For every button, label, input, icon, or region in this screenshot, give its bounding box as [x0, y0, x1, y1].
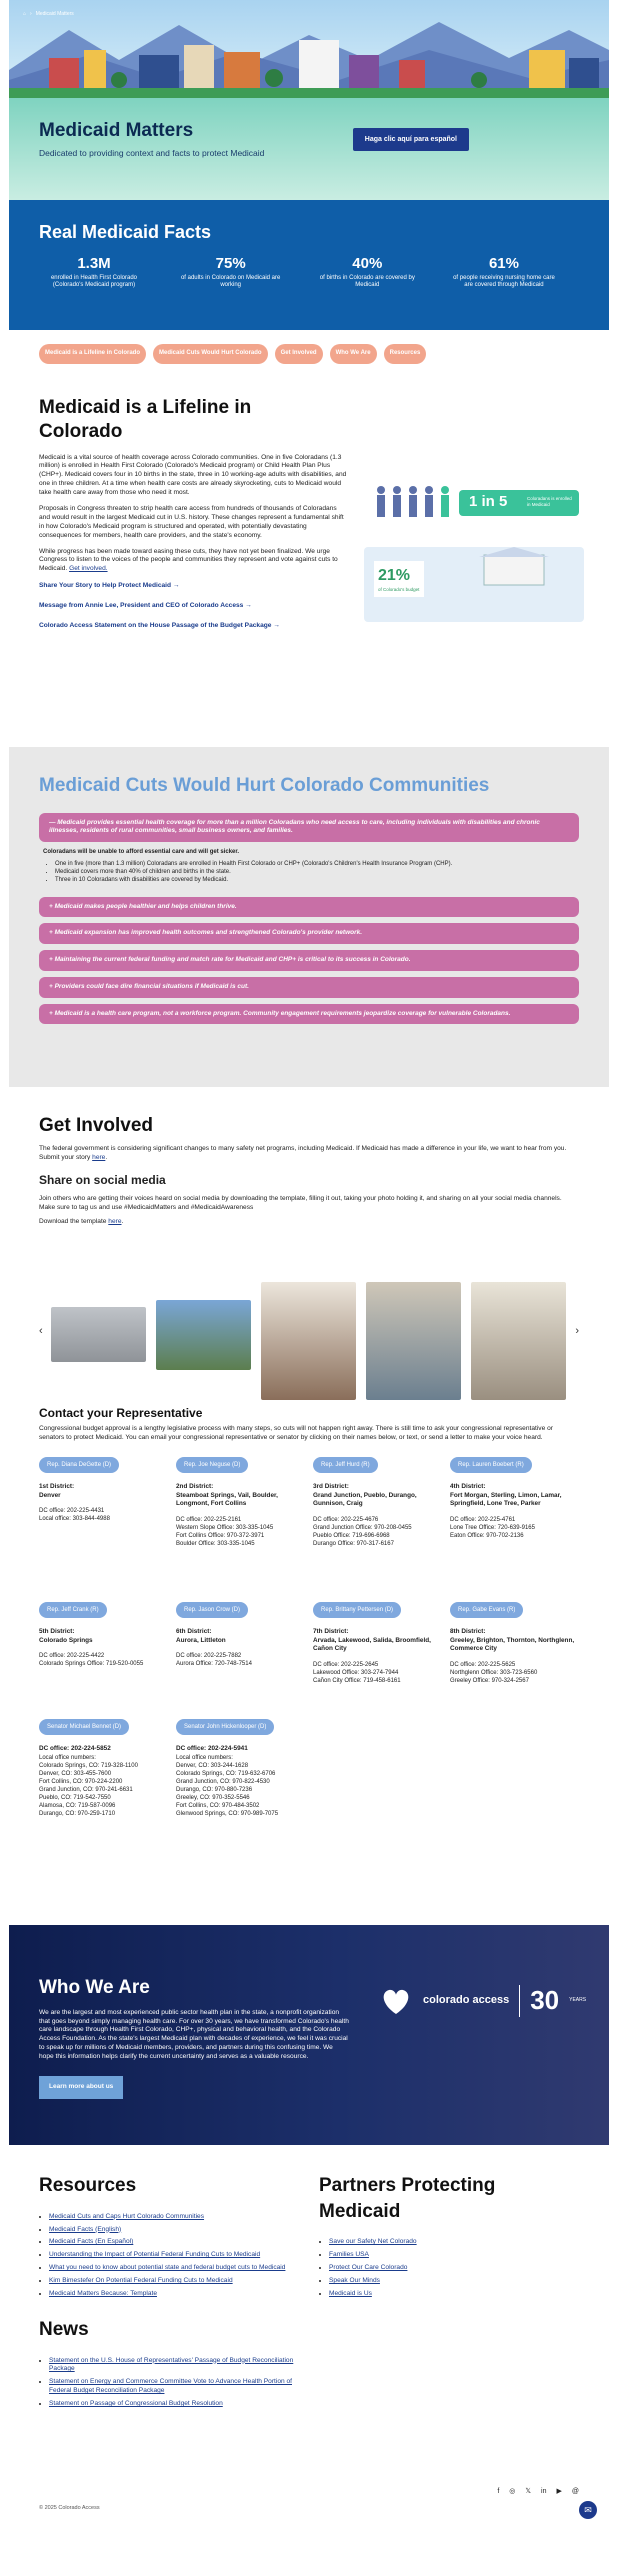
rep-card: Senator John Hickenlooper (D) DC office: 202-224-5941 Local office numbers: Denver, CO: 303-244-1628 Colorado Springs, CO: 719-632-6706 Grand Junction, CO: 970-822-4530 Durango, CO: 970-880-7236 Greeley, CO: 970-352-5546 Fort Collins, CO: 970-484-3502 Glenwood Springs, CO: 970-989-7075: [176, 1719, 304, 1818]
rep-link[interactable]: Rep. Jason Crow (D): [176, 1602, 248, 1618]
tab-cuts[interactable]: Medicaid Cuts Would Hurt Colorado: [153, 344, 268, 364]
rep-link[interactable]: Senator Michael Bennet (D): [39, 1719, 129, 1735]
colorado-access-logo: colorado access 30 YEARS: [379, 1983, 586, 2018]
reps-title: Contact your Representative: [39, 1406, 203, 1420]
x-icon[interactable]: 𝕏: [525, 2488, 532, 2495]
resources-title: Resources: [39, 2175, 137, 2196]
carousel-photo: [156, 1300, 251, 1370]
learn-more-button[interactable]: Learn more about us: [39, 2076, 123, 2099]
rep-card: Rep. Joe Neguse (D) 2nd District: Steamboat Springs, Vail, Boulder, Longmont, Fort Collins DC office: 202-225-2161 Western Slope Office: 303-335-1045 Fort Collins Office: 970-372-3971 Boulder Office: 303-335-1045: [176, 1457, 304, 1548]
linkedin-icon[interactable]: in: [541, 2488, 547, 2495]
download-template-link[interactable]: here: [108, 1218, 122, 1226]
rep-card: Rep. Lauren Boebert (R) 4th District: Fort Morgan, Sterling, Limon, Lamar, Springfield, Lone Tree, Parker DC office: 202-225-4761 Lone Tree Office: 720-639-9165 Eaton Office: 970-702-2136: [450, 1457, 578, 1540]
resource-link[interactable]: Medicaid Cuts and Caps Hurt Colorado Communities: [49, 2212, 205, 2220]
partner-link[interactable]: Protect Our Care Colorado: [329, 2264, 408, 2272]
lifeline-paragraph: Medicaid is a vital source of health coverage across Colorado communities. One in five Coloradans (1.3 million) is enrolled in Health First Colorado (Colorado's Medicaid program) or Child Health Plan Plus (CHP+). Medicaid covers four in 10 births in the state, three in 10 working-age adults with disabilities, and one in three children. At a time when health care costs are already skyrocketing, cuts to Medicaid would take health care away from those who need it most.: [39, 453, 347, 497]
news-link[interactable]: Statement on Passage of Congressional Budget Resolution: [49, 2400, 223, 2408]
photo-carousel: [39, 1262, 579, 1402]
carousel-next-icon[interactable]: ›: [575, 1325, 579, 1337]
partner-link[interactable]: Families USA: [329, 2251, 369, 2259]
carousel-photo: [366, 1282, 461, 1400]
rep-link[interactable]: Rep. Lauren Boebert (R): [450, 1457, 532, 1473]
home-icon[interactable]: ⌂: [23, 11, 27, 17]
city-skyline-illustration: [9, 0, 609, 98]
partner-link[interactable]: Medicaid is Us: [329, 2289, 372, 2297]
rep-card: Rep. Brittany Pettersen (D) 7th District: Arvada, Lakewood, Salida, Broomfield, Cañon City DC office: 202-225-2645 Lakewood Office: 303-274-7944 Cañon City Office: 719-458-6161: [313, 1602, 441, 1685]
resource-link[interactable]: Medicaid Facts (English): [49, 2225, 122, 2233]
breadcrumb-current: Medicaid Matters: [35, 11, 74, 17]
resource-link[interactable]: Medicaid Matters Because: Template: [49, 2289, 157, 2297]
rep-card: Senator Michael Bennet (D) DC office: 202-224-5852 Local office numbers: Colorado Springs, CO: 719-328-1100 Denver, CO: 303-455-7600 Fort Collins, CO: 970-224-2200 Grand Junction, CO: 970-241-6631 Pueblo, CO: 719-542-7550 Alamosa, CO: 719-587-0096 Durango, CO: 970-259-1710: [39, 1719, 167, 1818]
instagram-icon[interactable]: ◎: [509, 2488, 516, 2495]
stat-item: 61% of people receiving nursing home care are covered through Medicaid: [453, 255, 555, 289]
social-paragraph: Join others who are getting their voices heard on social media by downloading the template, filling it out, taking your photo holding it, and sharing on all your social media channels. Make sure to tag us and use #MedicaidMatters and #MedicaidAwareness: [39, 1194, 562, 1211]
rep-card: Rep. Jeff Crank (R) 5th District: Colorado Springs DC office: 202-225-4422 Colorado Springs Office: 719-520-0055: [39, 1602, 167, 1669]
tab-lifeline[interactable]: Medicaid is a Lifeline in Colorado: [39, 344, 146, 364]
facts-title: Real Medicaid Facts: [39, 222, 212, 242]
lifeline-section: [9, 382, 609, 747]
rep-link[interactable]: Rep. Joe Neguse (D): [176, 1457, 248, 1473]
who-paragraph: We are the largest and most experienced public sector health plan in the state, a nonprofit organization that goes beyond simply managing health care. For over 30 years, we have transformed Colorado's health care landscape through Health First Colorado, CHP+, physical and behavioral health, and the Colorado Access Foundation. As the state's largest Medicaid plan with decades of experience, we feel it was crucial to speak up for millions of Medicaid members, providers, and partners during this confusing time. We hope this information helps clarify the current uncertainty and serves as a valuable resource.: [39, 2008, 349, 2061]
chat-icon[interactable]: ✉: [579, 2501, 597, 2519]
get-involved-section: [9, 1087, 609, 1405]
lifeline-paragraph: While progress has been made toward easing these cuts, they have not yet been finalized. We urge Congress to listen to the voices of the people and communities they represent and vote against cuts to Medicaid. Get involved.: [39, 547, 338, 573]
rep-card: Rep. Gabe Evans (R) 8th District: Greeley, Brighton, Thornton, Northglenn, Commerce City DC office: 202-225-5625 Northglenn Office: 303-723-6560 Greeley Office: 970-324-2567: [450, 1602, 578, 1685]
carousel-photo: [261, 1282, 356, 1400]
carousel-photo: [471, 1282, 566, 1400]
accordion-item[interactable]: + Providers could face dire financial situations if Medicaid is cut.: [39, 977, 579, 998]
ceo-message-link[interactable]: Message from Annie Lee, President and CEO of Colorado Access →: [39, 602, 252, 610]
rep-card: Rep. Diana DeGette (D) 1st District: Denver DC office: 202-225-4431 Local office: 303-844-4988: [39, 1457, 167, 1524]
accordion-body: Coloradans will be unable to afford essential care and will get sicker. • One in five (more than 1.3 million) Coloradans are enrolled in Health First Colorado or CHP+ (Colorado's Children's Health Insurance Program (CHP). • Medicaid covers more than 40% of children and births in the state. • Three in 10 Coloradans with disabilities are covered by Medicaid.: [39, 842, 579, 890]
get-involved-link[interactable]: Get involved.: [69, 565, 108, 573]
one-in-five-graphic: 1 in 5 Coloradans is enrolled in Medicaid: [369, 472, 579, 532]
rep-link[interactable]: Rep. Brittany Pettersen (D): [313, 1602, 401, 1618]
cuts-title: Medicaid Cuts Would Hurt Colorado Communities: [39, 775, 490, 796]
rep-link[interactable]: Rep. Jeff Crank (R): [39, 1602, 107, 1618]
partners-block: [319, 2173, 569, 2303]
involved-paragraph: The federal government is considering significant changes to many safety net programs, including Medicaid. If Medicaid has made a difference in your life, we want to hear from you. Submit your story here.: [39, 1144, 567, 1161]
statement-link[interactable]: Colorado Access Statement on the House Passage of the Budget Package →: [39, 621, 280, 629]
accordion-item[interactable]: + Medicaid is a health care program, not a workforce program. Community engagement requirements jeopardize coverage for vulnerable Coloradans.: [39, 1004, 579, 1025]
lifeline-paragraph: Proposals in Congress threaten to strip health care access from hundreds of thousands of Coloradans and would result in the largest Medicaid cut in U.S. history. These changes represent a fundamental shift in how Colorado's Medicaid program is structured and operated, with potentially devastating consequences for members, health care providers, and the state's economy.: [39, 504, 344, 539]
facts-section: [9, 200, 609, 330]
carousel-prev-icon[interactable]: ‹: [39, 1325, 43, 1337]
footer: [9, 2477, 609, 2527]
spanish-button[interactable]: Haga clic aquí para español: [353, 128, 469, 151]
news-title: News: [39, 2318, 89, 2340]
rep-card: Rep. Jason Crow (D) 6th District: Aurora, Littleton DC office: 202-225-7882 Aurora Office: 720-748-7514: [176, 1602, 304, 1669]
reps-intro: Congressional budget approval is a lengthy legislative process with many steps, so cuts will not happen right away. There is still time to ask your congressional representative or senators to protect Medicaid. You can email your congressional representative or senator by clicking on their names below, or text, or send a letter to make your voice heard.: [39, 1425, 553, 1442]
resources-section: [9, 2145, 609, 2477]
resource-link[interactable]: Kim Bimestefer On Potential Federal Funding Cuts to Medicaid: [49, 2277, 233, 2285]
rep-link[interactable]: Rep. Gabe Evans (R): [450, 1602, 523, 1618]
stat-item: 75% of adults in Colorado on Medicaid are working: [180, 255, 281, 289]
partners-title: Partners Protecting Medicaid: [319, 2175, 496, 2222]
breadcrumb: ⌂ › Medicaid Matters: [23, 11, 74, 17]
page-tagline: Dedicated to providing context and facts to protect Medicaid: [39, 147, 265, 158]
who-we-are-section: [9, 1925, 609, 2145]
youtube-icon[interactable]: ▶: [556, 2488, 562, 2495]
cuts-section: [9, 747, 609, 1087]
copyright: © 2025 Colorado Access: [39, 2505, 100, 2511]
resource-link[interactable]: Medicaid Facts (En Español): [49, 2238, 134, 2246]
resource-link[interactable]: What you need to know about potential state and federal budget cuts to Medicaid: [49, 2264, 286, 2272]
partner-link[interactable]: Speak Our Minds: [329, 2276, 380, 2284]
accordion-item[interactable]: + Medicaid makes people healthier and helps children thrive.: [39, 897, 579, 918]
hero-banner: [9, 0, 609, 98]
facebook-icon[interactable]: f: [497, 2488, 500, 2495]
title-band: [9, 98, 609, 200]
stat-item: 1.3M enrolled in Health First Colorado (Colorado's Medicaid program): [50, 255, 138, 289]
accordion-item[interactable]: + Maintaining the current federal funding and match rate for Medicaid and CHP+ is critical to its success in Colorado.: [39, 950, 579, 971]
submit-story-link[interactable]: here: [92, 1153, 106, 1161]
threads-icon[interactable]: @: [571, 2488, 579, 2495]
section-nav: [9, 330, 609, 382]
accordion-item[interactable]: + Medicaid expansion has improved health outcomes and strengthened Colorado's provider network.: [39, 923, 579, 944]
rep-link[interactable]: Rep. Jeff Hurd (R): [313, 1457, 378, 1473]
lifeline-title: Medicaid is a Lifeline in Colorado: [39, 397, 252, 442]
rep-link[interactable]: Rep. Diana DeGette (D): [39, 1457, 119, 1473]
news-link[interactable]: Statement on the U.S. House of Representatives' Passage of Budget Reconciliation Package: [49, 2356, 294, 2373]
who-title: Who We Are: [39, 1977, 150, 1998]
tab-resources[interactable]: Resources: [384, 344, 427, 364]
share-story-link[interactable]: Share Your Story to Help Protect Medicaid →: [39, 582, 180, 590]
get-involved-title: Get Involved: [39, 1115, 154, 1136]
social-title: Share on social media: [39, 1173, 166, 1188]
carousel-photo: [51, 1307, 146, 1362]
page-title: Medicaid Matters: [39, 120, 194, 141]
rep-link[interactable]: Senator John Hickenlooper (D): [176, 1719, 274, 1735]
social-links: [497, 2487, 579, 2496]
download-paragraph: Download the template here.: [39, 1218, 124, 1226]
accordion-item-open[interactable]: — Medicaid provides essential health coverage for more than a million Coloradans who need access to care, including individuals with disabilities and chronic illnesses, residents of rural communities, small business owners, and families.: [39, 813, 579, 843]
resource-link[interactable]: Understanding the Impact of Potential Federal Funding Cuts to Medicaid: [49, 2251, 261, 2259]
budget-graphic: 21% of Colorado's budget: [364, 547, 584, 622]
representatives-section: [9, 1405, 609, 1925]
stat-item: 40% of births in Colorado are covered by Medicaid: [319, 255, 415, 289]
partner-link[interactable]: Save our Safety Net Colorado: [329, 2238, 417, 2246]
tab-who-we-are[interactable]: Who We Are: [330, 344, 377, 364]
rep-card: Rep. Jeff Hurd (R) 3rd District: Grand Junction, Pueblo, Durango, Gunnison, Craig DC office: 202-225-4676 Grand Junction Office: 970-208-0455 Pueblo Office: 719-696-6968 Durango Office: 970-317-6167: [313, 1457, 441, 1548]
tab-get-involved[interactable]: Get Involved: [275, 344, 323, 364]
news-link[interactable]: Statement on Energy and Commerce Committee Vote to Advance Health Portion of Federal Budget Reconciliation Package: [49, 2378, 292, 2395]
